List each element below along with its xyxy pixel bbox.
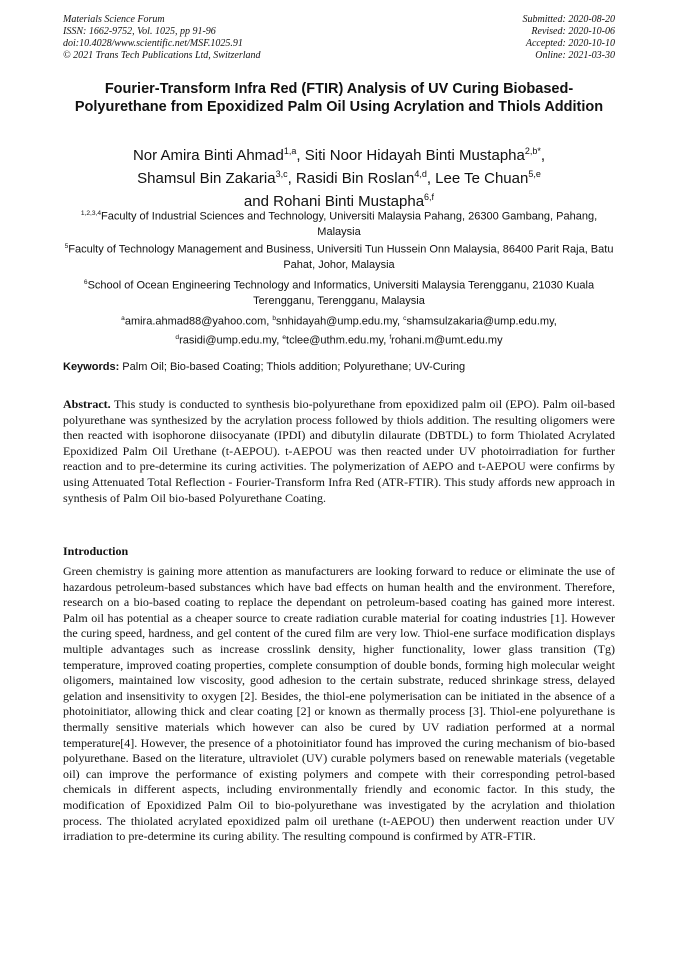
email-list: $^a$amira.ahmad88@yahoo.com, $^b$snhidayah@ump.edu.my, $^c$shamsulzakaria@ump.edu.my, $^d$rasidi@ump.edu.my, $^e$tclee@uthm.edu.my, $^f$rohani.m@umt.edu.my [121,315,557,347]
email[interactable]: amira.ahmad88@yahoo.com, [124,315,273,328]
author-sup: 1,a [283,146,297,156]
introduction-text: Green chemistry is gaining more attention as manufacturers are looking forward to reduce or eliminate the use of hazardous petroleum-based substances which have bad effects on human health and the environment. Therefore, research on a bio-based coating to replace the dependant on petroleum-based coating has gained more interest. Palm oil has potential as a cheaper source to create radiation curable material for coating industries [1]. However the curing speed, hardness, and gel content of the cured film are very low. Thiol-ene surface modification displays multiple advantages such as increase crosslink density, higher functionality, lower glass transition (Tg) temperature, improved coating properties, complete consumption of double bonds, forming high molecular weight oligomers, maintained low viscosity, good adhesion to the certain substrate, reduced shrinkage stress, delayed gelation and insensitivity to oxygen [2]. Besides, the thiol-ene polymerisation can be initiated in the absence of a photoinitiator, allowing thick and clear coating [2] or known as thermally process [3]. Thiol-ene polyurethane is thermally sensitive materials which however can also be cured by UV radiation performed at a normal temperature[4]. However, the presence of a photoinitiator found has improved the curing mechanism of bio-based polyurethane. Based on the literature, ultraviolet (UV) curable polymers based on renewable materials (vegetable oil) can improve the performance of existing polymers and compete with their corresponding petrol-based chemicals in different aspects, including environmentally friendly and economic factor. In this study, the modification of Epoxidized Palm Oil to bio-polyurethane was investigated by the acrylation and thiolation process. The thiolated acrylated epoxidized palm oil urethane (t-AEPOU) then underwent reaction under UV irradiation to pre-determine its curing ability. The resulting compound is confirmed by ATR-FTIR. [63,564,615,844]
journal-header [63,14,615,62]
author-name: Siti Noor Hidayah Binti Mustapha [304,147,525,164]
author-sup: 5,e [528,169,541,179]
email[interactable]: tclee@uthm.edu.my, [286,334,390,347]
email[interactable]: shamsulzakaria@ump.edu.my, [406,315,557,328]
author-list [60,142,618,211]
keywords-text: Palm Oil; Bio-based Coating; Thiols addition; Polyurethane; UV-Curing [119,361,466,373]
author-sup: 2,b* [524,146,541,156]
author-line-2: Shamsul Bin Zakaria$^{3,c}$, Rasidi Bin Roslan$^{4,d}$, Lee Te Chuan$^{5,e}$ [137,169,541,187]
author-sup: 6,f [424,192,435,202]
journal-name: Materials Science Forum [63,14,165,25]
author-sup: 4,d [414,169,427,179]
email[interactable]: snhidayah@ump.edu.my, [276,315,404,328]
email[interactable]: rasidi@ump.edu.my, [179,334,283,347]
issn-line: ISSN: 1662-9752, Vol. 1025, pp 91-96 [63,26,216,37]
affiliation: $^5$Faculty of Technology Management and Business, Universiti Tun Hussein Onn Malaysia, 86400 Parit Raja, Batu Pahat, Johor, Malaysia [64,243,614,271]
abstract [63,397,615,506]
author-name: Rasidi Bin Roslan [295,170,415,187]
author-name: Lee Te Chuan [435,170,529,187]
author-name: and Rohani Binti Mustapha [243,193,425,210]
submitted-date: Submitted: 2020-08-20 [522,14,615,25]
doi-line: doi:10.4028/www.scientific.net/MSF.1025.91 [63,38,243,49]
author-name: Shamsul Bin Zakaria [137,170,276,187]
keywords-label: Keywords: [63,361,120,373]
revised-date: Revised: 2020-10-06 [531,26,615,37]
email[interactable]: rohani.m@umt.edu.my [391,334,503,347]
journal-info [63,14,261,62]
abstract-label: Abstract. [63,397,111,411]
affiliation: $^{1,2,3,4}$Faculty of Industrial Sciences and Technology, Universiti Malaysia Pahang, 26300 Gambang, Pahang, Malaysia [80,210,598,238]
author-line-1: Nor Amira Binti Ahmad$^{1,a}$, Siti Noor Hidayah Binti Mustapha$^{2,b*}$, [132,146,546,164]
paper-title: Fourier-Transform Infra Red (FTIR) Analysis of UV Curing Biobased-Polyurethane from Epoxidized Palm Oil Using Acrylation and Thiols Addition [74,81,604,115]
keywords [63,361,615,373]
affiliation: $^6$School of Ocean Engineering Technology and Informatics, Universiti Malaysia Terengganu, 21030 Kuala Terengganu, Terengganu, Malaysia [83,279,595,307]
abstract-text: This study is conducted to synthesis bio-polyurethane from epoxidized palm oil (EPO). Palm oil-based polyurethane was synthesized by the acrylation process followed by thiols addition. The resulting oligomers were then reacted with isophorone diisocyanate (IPDI) and dibutylin dilaurate (DBTDL) to form Thiolated Acrylated Epoxidized Palm Oil Urethane (t-AEPOU). t-AEPOU was then reacted under UV photoirradiation for further reaction and to pre-determine its curing activities. The polymerization of AEPO and t-AEPOU were confirms by using Attenuated Total Reflection - Fourier-Transform Infra Red (ATR-FTIR). This study affords new approach in synthesis of Palm Oil bio-based Polyurethane Coating. [63,397,615,505]
accepted-date: Accepted: 2020-10-10 [525,38,615,49]
copyright-line: © 2021 Trans Tech Publications Ltd, Switzerland [63,50,261,61]
introduction-heading: Introduction [63,544,129,558]
author-name: Nor Amira Binti Ahmad [132,147,284,164]
publication-dates [523,14,616,62]
author-sup: 3,c [275,169,288,179]
online-date: Online: 2021-03-30 [535,50,615,61]
